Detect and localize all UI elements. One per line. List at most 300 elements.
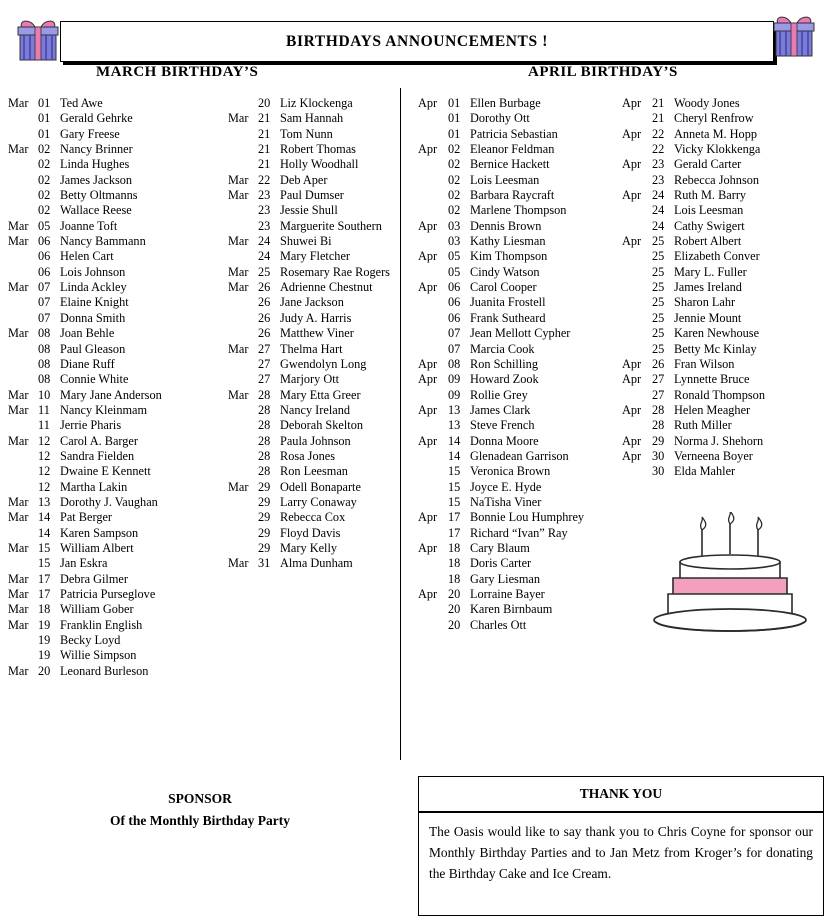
- birthday-month: [228, 203, 258, 218]
- birthday-day: 08: [38, 326, 51, 341]
- birthday-row: [8, 342, 228, 357]
- birthday-month: [228, 127, 258, 142]
- birthday-row: [228, 295, 403, 310]
- birthday-month: [8, 449, 38, 464]
- birthday-row: [8, 295, 228, 310]
- birthday-name: Bonnie Lou Humphrey: [470, 510, 585, 525]
- birthday-row: [418, 357, 626, 372]
- birthday-name: Shuwei Bi: [280, 234, 332, 249]
- birthday-row: [418, 618, 626, 633]
- birthday-day: 15: [448, 479, 461, 494]
- birthday-month: Apr: [622, 188, 642, 203]
- birthday-row: [8, 664, 228, 679]
- birthday-day: 23: [258, 218, 271, 233]
- birthday-name: Lois Leesman: [470, 172, 540, 187]
- birthday-month: Apr: [622, 402, 642, 417]
- birthday-month: [418, 111, 448, 126]
- birthday-month: Apr: [622, 157, 642, 172]
- birthday-row: [8, 495, 228, 510]
- birthday-month: [8, 633, 38, 648]
- birthday-row: [418, 510, 626, 525]
- birthday-day: 25: [652, 264, 665, 279]
- birthday-month: [8, 188, 38, 203]
- birthday-month: [228, 249, 258, 264]
- birthday-row: [418, 203, 626, 218]
- birthday-day: 28: [258, 418, 271, 433]
- birthday-row: [622, 157, 822, 172]
- birthday-day: 02: [38, 172, 51, 187]
- birthday-month: [8, 526, 38, 541]
- birthday-name: Lois Leesman: [674, 203, 744, 218]
- birthday-month: [228, 142, 258, 157]
- birthday-row: [8, 219, 228, 234]
- birthday-month: [418, 234, 448, 249]
- birthday-name: Marcia Cook: [470, 341, 535, 356]
- birthday-month: Mar: [8, 571, 29, 586]
- birthday-name: Alma Dunham: [280, 556, 353, 571]
- birthday-day: 24: [258, 249, 271, 264]
- birthday-month: [228, 157, 258, 172]
- birthday-month: [228, 403, 258, 418]
- birthday-day: 25: [652, 234, 665, 249]
- birthday-month: [8, 480, 38, 495]
- birthday-day: 06: [448, 280, 461, 295]
- birthday-month: [8, 173, 38, 188]
- birthday-name: Jessie Shull: [280, 203, 338, 218]
- birthday-day: 12: [38, 479, 51, 494]
- march-heading: MARCH BIRTHDAY’S: [96, 64, 259, 80]
- birthday-day: 25: [652, 280, 665, 295]
- birthday-month: [418, 602, 448, 617]
- birthday-month: [418, 188, 448, 203]
- birthday-month: Apr: [622, 234, 642, 249]
- birthday-day: 14: [448, 448, 461, 463]
- birthday-month: Mar: [8, 510, 29, 525]
- birthday-day: 18: [448, 556, 461, 571]
- birthday-row: [418, 234, 626, 249]
- birthday-day: 11: [38, 402, 50, 417]
- birthday-day: 12: [38, 464, 51, 479]
- birthday-day: 09: [448, 372, 461, 387]
- birthday-month: [228, 541, 258, 556]
- birthday-name: Sharon Lahr: [674, 295, 736, 310]
- birthday-name: Marlene Thompson: [470, 203, 567, 218]
- birthday-row: [622, 357, 822, 372]
- birthday-month: Mar: [8, 142, 29, 157]
- birthday-row: [8, 556, 228, 571]
- birthday-row: [228, 188, 403, 203]
- header: [0, 8, 832, 70]
- birthday-day: 21: [652, 96, 665, 110]
- birthday-name: Leonard Burleson: [60, 663, 149, 678]
- birthday-name: Dwaine E Kennett: [60, 464, 151, 479]
- birthday-row: [8, 96, 228, 111]
- birthday-month: Apr: [418, 249, 438, 264]
- birthday-name: Karen Newhouse: [674, 326, 760, 341]
- birthday-name: Linda Hughes: [60, 157, 130, 172]
- page-title: BIRTHDAYS ANNOUNCEMENTS !: [286, 32, 548, 50]
- birthday-row: [8, 648, 228, 663]
- birthday-day: 23: [652, 172, 665, 187]
- birthday-day: 28: [652, 402, 665, 417]
- birthday-month: [8, 265, 38, 280]
- birthday-name: Tom Nunn: [280, 126, 333, 141]
- birthday-row: [8, 265, 228, 280]
- birthday-day: 28: [258, 464, 271, 479]
- birthday-month: Mar: [8, 234, 29, 249]
- birthday-month: [622, 111, 652, 126]
- birthday-month: [418, 480, 448, 495]
- birthday-day: 24: [652, 188, 665, 203]
- birthday-day: 24: [652, 218, 665, 233]
- birthday-month: [418, 526, 448, 541]
- birthday-row: [228, 495, 403, 510]
- birthday-month: Apr: [418, 356, 438, 371]
- birthday-row: [418, 480, 626, 495]
- birthday-month: [8, 157, 38, 172]
- birthday-name: Glenadean Garrison: [470, 448, 569, 463]
- birthday-name: Becky Loyd: [60, 633, 121, 648]
- birthday-name: Elaine Knight: [60, 295, 129, 310]
- birthday-day: 19: [38, 648, 51, 663]
- birthday-day: 12: [38, 433, 51, 448]
- birthday-day: 19: [38, 617, 51, 632]
- birthday-name: Thelma Hart: [280, 341, 343, 356]
- birthday-row: [8, 510, 228, 525]
- birthday-day: 29: [652, 433, 665, 448]
- birthday-name: Cathy Swigert: [674, 218, 745, 233]
- birthday-day: 28: [258, 387, 271, 402]
- birthday-month: Mar: [8, 218, 29, 233]
- birthday-row: [8, 203, 228, 218]
- birthday-day: 15: [38, 556, 51, 571]
- birthday-name: Norma J. Shehorn: [674, 433, 764, 448]
- birthday-month: [622, 265, 652, 280]
- birthday-name: Larry Conaway: [280, 494, 357, 509]
- birthday-name: Fran Wilson: [674, 356, 735, 371]
- birthday-month: [8, 372, 38, 387]
- birthday-day: 06: [448, 310, 461, 325]
- birthday-name: Wallace Reese: [60, 203, 132, 218]
- birthday-row: [8, 311, 228, 326]
- birthday-day: 01: [448, 126, 461, 141]
- birthday-month: Apr: [418, 96, 438, 110]
- birthday-month: [418, 495, 448, 510]
- birthday-row: [8, 526, 228, 541]
- birthday-row: [418, 280, 626, 295]
- birthday-name: Gwendolyn Long: [280, 356, 367, 371]
- birthday-name: Frank Sutheard: [470, 310, 546, 325]
- birthday-row: [622, 188, 822, 203]
- birthday-month: [8, 556, 38, 571]
- birthday-name: James Ireland: [674, 280, 742, 295]
- birthday-day: 23: [258, 188, 271, 203]
- birthday-name: James Clark: [470, 402, 531, 417]
- birthday-name: Joyce E. Hyde: [470, 479, 542, 494]
- birthday-name: Steve French: [470, 418, 535, 433]
- birthday-month: Apr: [622, 356, 642, 371]
- birthday-row: [622, 280, 822, 295]
- birthday-day: 17: [448, 525, 461, 540]
- birthday-day: 25: [652, 310, 665, 325]
- birthday-day: 24: [652, 203, 665, 218]
- birthday-day: 08: [38, 356, 51, 371]
- birthday-day: 08: [448, 356, 461, 371]
- birthday-day: 22: [652, 142, 665, 157]
- birthday-month: Apr: [622, 96, 642, 110]
- birthday-month: Mar: [228, 111, 249, 126]
- birthday-row: [418, 403, 626, 418]
- birthday-row: [418, 265, 626, 280]
- thank-you-body: The Oasis would like to say thank you to Chris Coyne for sponsor our Monthly Birthday Parties and to Jan Metz from Kroger’s for donating the Birthday Cake and Ice Cream.: [429, 823, 813, 881]
- birthday-day: 27: [258, 356, 271, 371]
- birthday-month: Mar: [228, 234, 249, 249]
- birthday-row: [228, 434, 403, 449]
- birthday-month: [228, 449, 258, 464]
- birthday-name: Dorothy Ott: [470, 111, 530, 126]
- birthday-name: Nancy Bammann: [60, 234, 146, 249]
- sponsor-subtitle: Of the Monthly Birthday Party: [110, 813, 290, 828]
- birthday-name: Elda Mahler: [674, 464, 736, 479]
- birthday-name: Bernice Hackett: [470, 157, 550, 172]
- birthday-day: 11: [38, 418, 50, 433]
- birthday-name: Deb Aper: [280, 172, 328, 187]
- birthday-month: [228, 495, 258, 510]
- birthday-name: Mary Jane Anderson: [60, 387, 162, 402]
- birthday-day: 05: [448, 249, 461, 264]
- birthday-day: 02: [38, 188, 51, 203]
- birthday-day: 22: [258, 172, 271, 187]
- birthday-month: [8, 249, 38, 264]
- birthday-name: Kim Thompson: [470, 249, 548, 264]
- birthday-name: Lynnette Bruce: [674, 372, 750, 387]
- birthday-row: [418, 495, 626, 510]
- birthday-cake-icon: [640, 512, 820, 647]
- birthday-row: [8, 541, 228, 556]
- birthday-row: [228, 403, 403, 418]
- birthday-name: Betty Oltmanns: [60, 188, 138, 203]
- birthday-row: [8, 602, 228, 617]
- birthday-day: 29: [258, 510, 271, 525]
- birthday-month: [418, 295, 448, 310]
- birthday-row: [418, 434, 626, 449]
- birthday-row: [228, 342, 403, 357]
- birthday-row: [228, 265, 403, 280]
- birthday-row: [622, 342, 822, 357]
- birthday-name: Joan Behle: [60, 326, 115, 341]
- birthday-month: [228, 434, 258, 449]
- birthday-name: Nancy Ireland: [280, 402, 350, 417]
- birthday-row: [228, 449, 403, 464]
- birthday-month: Mar: [8, 602, 29, 617]
- birthday-name: Diane Ruff: [60, 356, 115, 371]
- birthday-month: [8, 311, 38, 326]
- birthday-row: [228, 311, 403, 326]
- birthday-name: Jean Mellott Cypher: [470, 326, 571, 341]
- birthday-row: [418, 587, 626, 602]
- birthday-name: James Jackson: [60, 172, 133, 187]
- birthday-name: Donna Moore: [470, 433, 539, 448]
- birthday-name: Gary Freese: [60, 126, 120, 141]
- birthday-name: Donna Smith: [60, 310, 126, 325]
- birthday-month: [8, 127, 38, 142]
- birthday-name: Debra Gilmer: [60, 571, 128, 586]
- birthday-day: 06: [38, 249, 51, 264]
- birthday-row: [228, 388, 403, 403]
- birthday-day: 09: [448, 387, 461, 402]
- birthday-row: [8, 587, 228, 602]
- birthday-day: 02: [448, 188, 461, 203]
- birthday-month: Mar: [8, 326, 29, 341]
- birthday-day: 01: [448, 96, 461, 110]
- birthday-month: [622, 280, 652, 295]
- birthday-day: 29: [258, 540, 271, 555]
- birthday-month: Mar: [8, 96, 29, 110]
- birthday-row: [228, 127, 403, 142]
- birthday-day: 18: [38, 602, 51, 617]
- march-birthday-list-left: [8, 96, 228, 679]
- birthday-row: [8, 372, 228, 387]
- birthday-day: 23: [652, 157, 665, 172]
- birthday-day: 20: [448, 587, 461, 601]
- birthday-name: Carol Cooper: [470, 280, 537, 295]
- birthday-name: William Albert: [60, 540, 134, 555]
- birthday-name: Rollie Grey: [470, 387, 528, 402]
- gift-box-icon: [14, 16, 62, 64]
- birthday-day: 29: [258, 494, 271, 509]
- birthday-day: 21: [258, 111, 271, 126]
- birthday-day: 26: [258, 280, 271, 295]
- birthday-day: 21: [258, 126, 271, 141]
- birthday-day: 20: [38, 663, 51, 678]
- birthday-name: Paula Johnson: [280, 433, 351, 448]
- birthday-row: [622, 265, 822, 280]
- birthday-row: [8, 326, 228, 341]
- birthday-name: Gerald Carter: [674, 157, 742, 172]
- birthday-day: 27: [258, 372, 271, 387]
- birthday-row: [8, 434, 228, 449]
- birthday-day: 28: [652, 418, 665, 433]
- birthday-row: [228, 157, 403, 172]
- birthday-day: 31: [258, 556, 271, 571]
- birthday-name: NaTisha Viner: [470, 494, 542, 509]
- birthday-row: [8, 388, 228, 403]
- birthday-name: Adrienne Chestnut: [280, 280, 373, 295]
- birthday-name: Betty Mc Kinlay: [674, 341, 757, 356]
- birthday-day: 27: [652, 387, 665, 402]
- birthday-day: 02: [38, 157, 51, 172]
- birthday-name: Eleanor Feldman: [470, 142, 555, 157]
- birthday-month: [418, 556, 448, 571]
- birthday-month: Mar: [228, 556, 249, 571]
- birthday-day: 18: [448, 540, 461, 555]
- birthday-day: 10: [38, 387, 51, 402]
- birthday-day: 03: [448, 234, 461, 249]
- birthday-name: Veronica Brown: [470, 464, 551, 479]
- birthday-month: [622, 464, 652, 479]
- birthday-day: 05: [448, 264, 461, 279]
- birthday-month: [228, 526, 258, 541]
- birthday-row: [228, 372, 403, 387]
- birthday-name: Karen Sampson: [60, 525, 139, 540]
- birthday-name: Anneta M. Hopp: [674, 126, 757, 141]
- birthday-month: Mar: [8, 433, 29, 448]
- birthday-day: 24: [258, 234, 271, 249]
- birthday-day: 07: [448, 326, 461, 341]
- birthday-name: Liz Klockenga: [280, 96, 353, 110]
- birthday-month: Mar: [228, 188, 249, 203]
- birthday-row: [418, 541, 626, 556]
- birthday-month: Apr: [418, 540, 438, 555]
- birthday-name: Rebecca Johnson: [674, 172, 760, 187]
- birthday-name: Barbara Raycraft: [470, 188, 555, 203]
- birthday-month: Apr: [418, 587, 438, 601]
- birthday-name: Holly Woodhall: [280, 157, 359, 172]
- birthday-row: [228, 510, 403, 525]
- gift-box-icon: [770, 12, 818, 60]
- birthday-row: [418, 418, 626, 433]
- birthday-row: [8, 142, 228, 157]
- birthday-day: 02: [448, 157, 461, 172]
- birthday-month: [622, 342, 652, 357]
- birthday-name: Lois Johnson: [60, 264, 126, 279]
- birthday-row: [8, 449, 228, 464]
- birthday-month: [228, 418, 258, 433]
- birthday-name: Linda Ackley: [60, 280, 127, 295]
- birthday-name: Paul Dumser: [280, 188, 344, 203]
- birthday-month: [228, 464, 258, 479]
- birthday-month: [418, 311, 448, 326]
- birthday-name: Rosa Jones: [280, 448, 335, 463]
- birthday-row: [418, 556, 626, 571]
- birthday-row: [8, 127, 228, 142]
- birthday-row: [418, 342, 626, 357]
- birthday-day: 30: [652, 464, 665, 479]
- birthday-month: Mar: [8, 617, 29, 632]
- birthday-row: [418, 96, 626, 111]
- birthday-month: [418, 464, 448, 479]
- birthday-day: 25: [652, 326, 665, 341]
- birthday-month: [622, 326, 652, 341]
- birthday-day: 27: [652, 372, 665, 387]
- birthday-day: 25: [652, 249, 665, 264]
- birthday-month: [622, 249, 652, 264]
- birthday-name: Ellen Burbage: [470, 96, 541, 110]
- birthday-month: Apr: [418, 402, 438, 417]
- birthday-row: [622, 326, 822, 341]
- birthday-month: [622, 203, 652, 218]
- birthday-month: Apr: [418, 433, 438, 448]
- birthday-day: 22: [652, 126, 665, 141]
- birthday-name: Howard Zook: [470, 372, 539, 387]
- birthday-name: Helen Cart: [60, 249, 114, 264]
- birthday-row: [418, 449, 626, 464]
- birthday-row: [8, 357, 228, 372]
- birthday-month: Apr: [622, 372, 642, 387]
- birthday-month: [622, 311, 652, 326]
- birthday-row: [622, 311, 822, 326]
- birthday-name: Pat Berger: [60, 510, 113, 525]
- birthday-name: Verneena Boyer: [674, 448, 753, 463]
- birthday-day: 01: [38, 96, 51, 110]
- birthday-day: 30: [652, 448, 665, 463]
- birthday-name: Franklin English: [60, 617, 143, 632]
- birthday-month: Apr: [418, 510, 438, 525]
- birthday-month: [8, 464, 38, 479]
- birthday-row: [418, 372, 626, 387]
- birthday-day: 29: [258, 479, 271, 494]
- birthday-month: [622, 142, 652, 157]
